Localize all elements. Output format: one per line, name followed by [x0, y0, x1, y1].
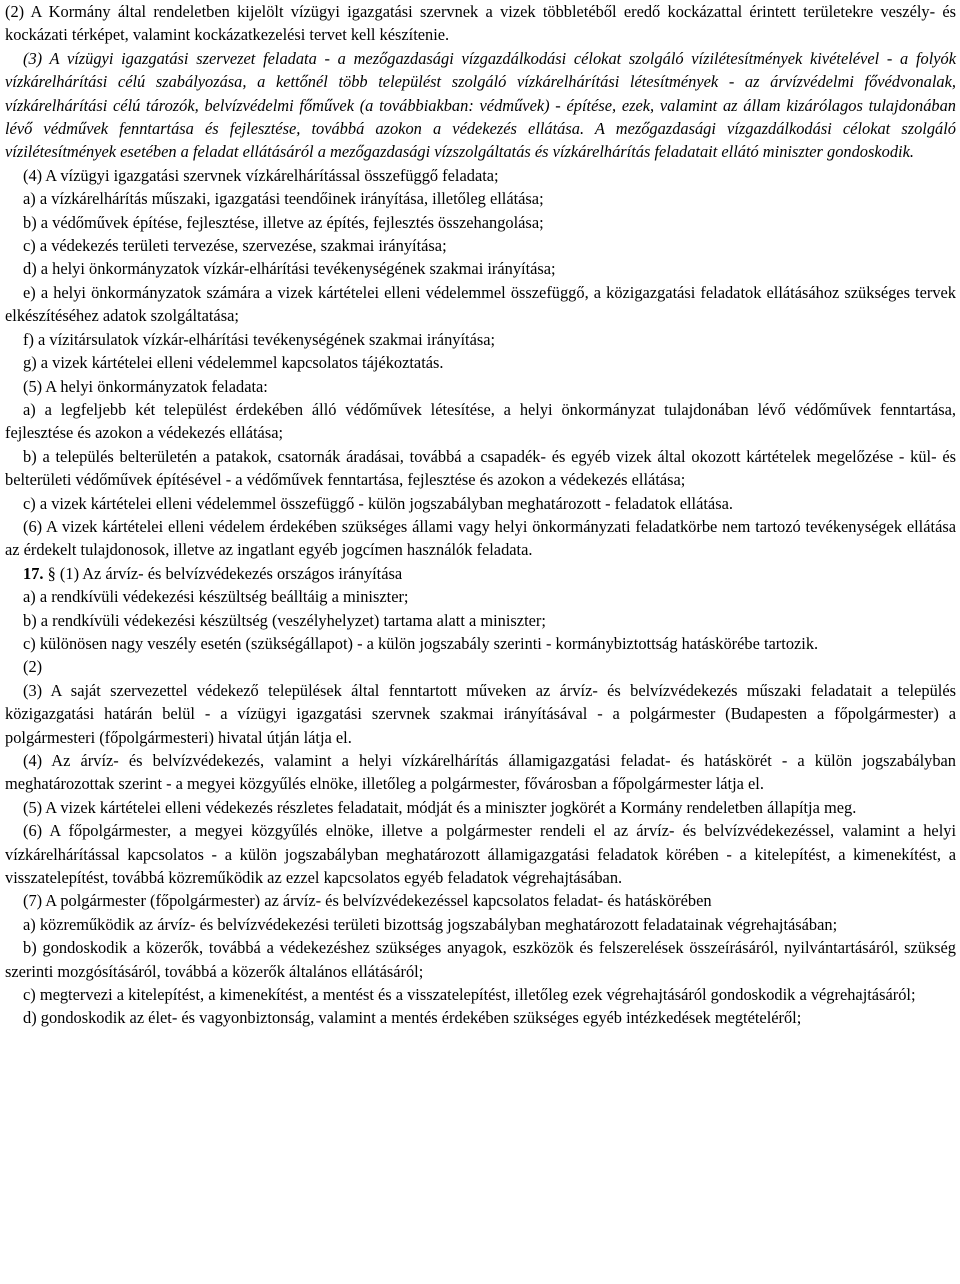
list-item-17b: b) a rendkívüli védekezési készültség (veszélyhelyzet) tartama alatt a miniszter;: [23, 610, 546, 630]
paragraph-4: (4) A vízügyi igazgatási szervnek vízkárelhárítással összefüggő feladata;: [23, 165, 499, 185]
list-item-4a: a) a vízkárelhárítás műszaki, igazgatási teendőinek irányítása, illetőleg ellátása;: [23, 189, 544, 209]
list-item-7d: d) gondoskodik az élet- és vagyonbiztonság, valamint a mentés érdekében szükséges egyéb intézkedések megtételéről;: [23, 1008, 802, 1028]
list-item-17c: c) különösen nagy veszély esetén (szükségállapot) - a külön jogszabály szerinti - kormánybiztottság hatáskörébe tartozik.: [23, 633, 819, 653]
list-item-4c: c) a védekezés területi tervezése, szervezése, szakmai irányítása;: [23, 236, 447, 256]
list-item-4g: g) a vizek kártételei elleni védelemmel kapcsolatos tájékoztatás.: [23, 353, 444, 373]
paragraph-17-3: (3) A saját szervezettel védekező települések által fenntartott műveken az árvíz- és belvízvédekezés műszaki feladatait a település közigazgatási határán belül - a vízügyi igazgatási szervnek szakmai irányításával - a polgármester (Budapesten a főpolgármester) a polgármesteri (főpolgármesteri) hivatal útján látja el.: [5, 680, 956, 747]
list-item-4f: f) a vízitársulatok vízkár-elhárítási tevékenységének szakmai irányítása;: [23, 329, 496, 349]
list-item-5b: b) a település belterületén a patakok, csatornák áradásai, továbbá a csapadék- és egyéb vizek által okozott kártételek megelőzése - kül- és belterületi védőművek építésével - a védőművek fenntartása, fejlesztése és azokon a védekezés ellátása;: [5, 446, 956, 490]
list-item-5a: a) a legfeljebb két települést érdekében álló védőművek létesítése, a helyi önkormányzat tulajdonában lévő védőművek fenntartása, fejlesztése és azokon a védekezés ellátása;: [5, 399, 956, 443]
section-17-heading: [5, 562, 956, 585]
paragraph-17-2: (2): [23, 657, 43, 677]
list-item-4e: e) a helyi önkormányzatok számára a vizek kártételei elleni védelemmel összefüggő, a közigazgatási feladatok ellátásához szükséges tervek elkészítéséhez adatok szolgáltatása;: [5, 282, 956, 326]
paragraph-17-6: (6) A főpolgármester, a megyei közgyűlés elnöke, illetve a polgármester rendeli el az árvíz- és belvízvédekezéssel, valamint a helyi vízkárelhárítással kapcsolatos - a külön jogszabályban meghatározott államigazgatási feladatok körében - a kitelepítést, a kimenekítést, a visszatelepítést, továbbá közreműködik az ezzel kapcsolatos egyéb feladatok végrehajtásában.: [5, 821, 956, 888]
list-item-5c: c) a vizek kártételei elleni védelemmel összefüggő - külön jogszabályban meghatározott - feladatok ellátása.: [23, 493, 733, 513]
list-item-17a: a) a rendkívüli védekezési készültség beálltáig a miniszter;: [23, 587, 409, 607]
paragraph-17-5: (5) A vizek kártételei elleni védekezés részletes feladatait, módját és a miniszter jogkörét a Kormány rendeletben állapítja meg.: [23, 797, 857, 817]
section-sign-link[interactable]: §: [47, 563, 56, 583]
list-item-7a: a) közreműködik az árvíz- és belvízvédekezési területi bizottság jogszabályban meghatározott feladatainak végrehajtásában;: [23, 914, 838, 934]
list-item-4d: d) a helyi önkormányzatok vízkár-elhárítási tevékenységének szakmai irányítása;: [23, 259, 556, 279]
paragraph-2: (2) A Kormány által rendeletben kijelölt vízügyi igazgatási szervnek a vizek többletéből eredő kockázattal érintett területekre veszély- és kockázati térképet, valamint kockázatkezelési tervet kell készítenie.: [5, 2, 956, 45]
list-item-4b: b) a védőművek építése, fejlesztése, illetve az építés, fejlesztés összehangolása;: [23, 212, 544, 232]
paragraph-17-7: (7) A polgármester (főpolgármester) az árvíz- és belvízvédekezéssel kapcsolatos feladat- és hatáskörében: [23, 891, 712, 911]
paragraph-6: (6) A vizek kártételei elleni védelem érdekében szükséges állami vagy helyi önkormányzati feladatkörbe nem tartozó tevékenységek ellátása az érdekelt tulajdonosok, illetve az ingatlant egyéb jogcímen használók feladata.: [5, 516, 956, 560]
section-number: 17.: [23, 563, 44, 583]
paragraph-5: (5) A helyi önkormányzatok feladata:: [23, 376, 268, 396]
list-item-7b: b) gondoskodik a közerők, továbbá a védekezéshez szükséges anyagok, eszközök és felszerelések összeírásáról, nyilvántartásáról, szükség szerinti mozgósításáról, továbbá a közerők általános ellátásáról;: [5, 938, 956, 981]
paragraph-3: (3) A vízügyi igazgatási szervezet feladata - a mezőgazdasági vízgazdálkodási célokat szolgáló vízilétesítmények kivételével - a folyók vízkárelhárítási célú szabályozása, a kettőnél több települést szolgáló vízkárelhárítási létesítmények - az árvízvédelmi fővédvonalak, vízkárelhárítási célú tározók, belvízvédelmi főművek (a továbbiakban: védművek) - építése, ezek, valamint az állam kizárólagos tulajdonában lévő védművek fenntartása és fejlesztése, továbbá azokon a védekezés ellátása. A mezőgazdasági vízgazdálkodási célokat szolgáló vízilétesítmények esetében a feladat ellátásáról a mezőgazdasági vízszolgáltatás és vízkárelhárítás feladatait ellátó miniszter gondoskodik.: [5, 48, 956, 162]
section-17-text: (1) Az árvíz- és belvízvédekezés országos irányítása: [55, 563, 403, 583]
list-item-7c: c) megtervezi a kitelepítést, a kimenekítést, a mentést és a visszatelepítést, illetőleg ezek végrehajtásáról gondoskodik a végrehajtásáról;: [23, 985, 916, 1005]
paragraph-17-4: (4) Az árvíz- és belvízvédekezés, valamint a helyi vízkárelhárítás államigazgatási feladat- és hatáskörét - a külön jogszabályban meghatározottak szerint - a megyei közgyűlés elnöke, illetőleg a polgármester, fővárosban a főpolgármester látja el.: [5, 751, 956, 794]
